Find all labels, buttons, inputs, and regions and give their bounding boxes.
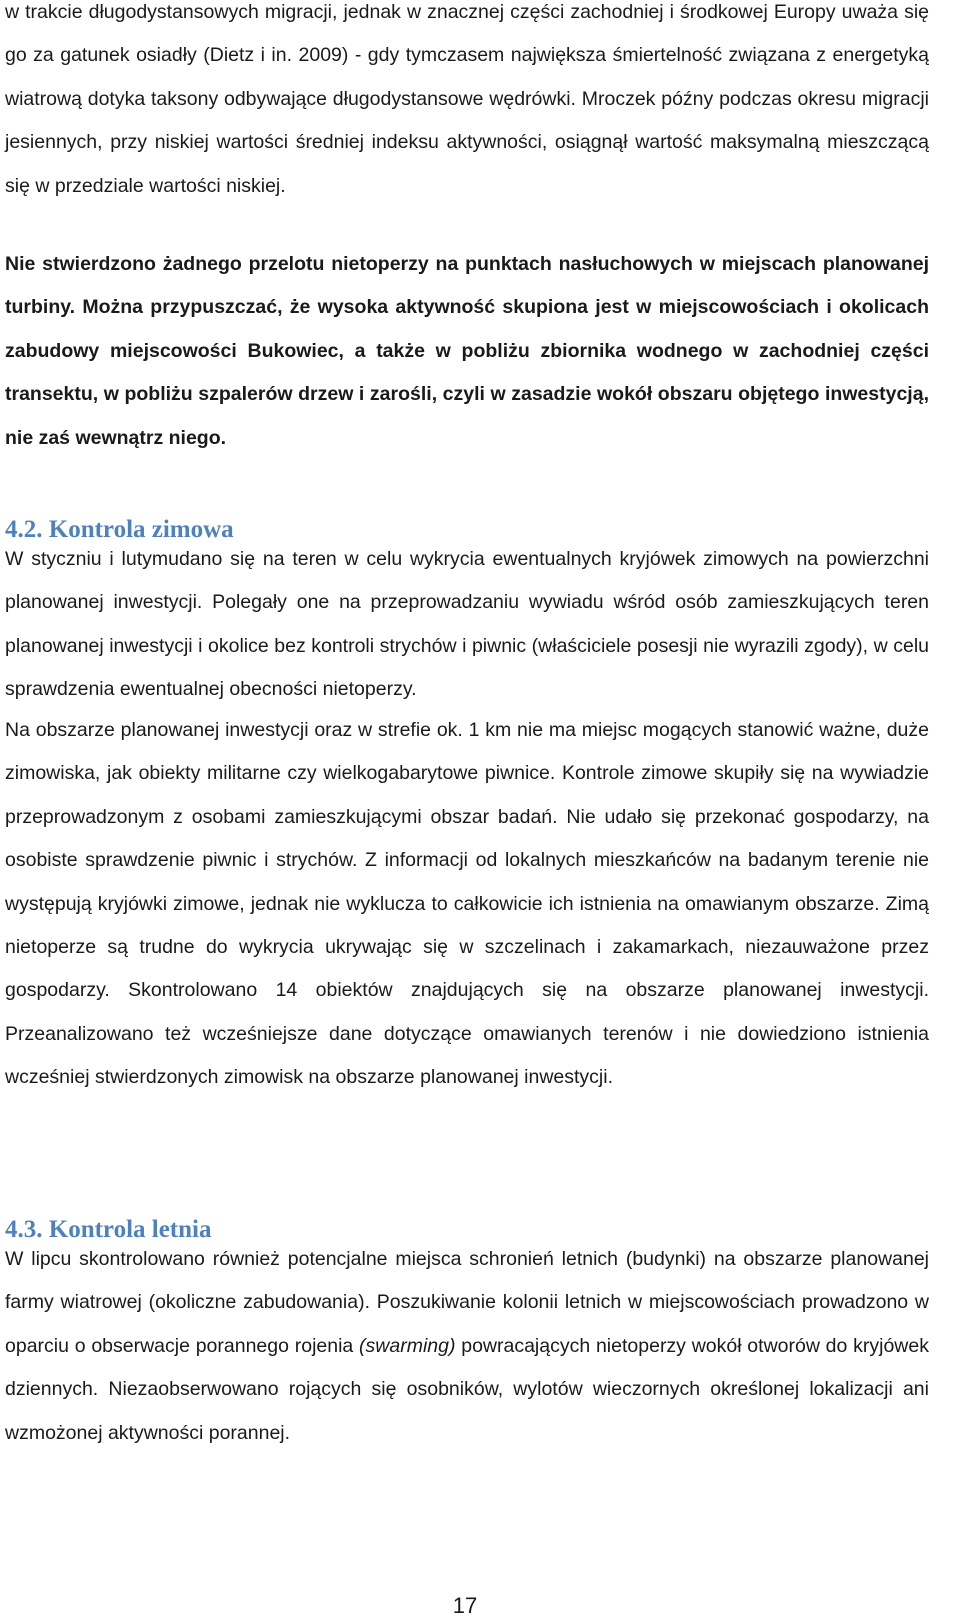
paragraph-text: Na obszarze planowanej inwestycji oraz w strefie ok. 1 km nie ma miejsc mogących stanowić ważne, duże zimowiska, jak obiekty militarne czy wielkogabarytowe piwnice. Kontrole zimowe skupiły się na wywiadzie przeprowadzonym z osobami zamieszkującymi obszar badań. Nie udało się przekonać gospodarzy, na osobiste sprawdzenie piwnic i strychów. Z informacji od lokalnych mieszkańców na badanym terenie nie występują kryjówki zimowe, jednak nie wyklucza to całkowicie ich istnienia na omawianym obszarze. Zimą nietoperze są trudne do wykrycia ukrywając się w szczelinach i zakamarkach, niezauważone przez gospodarzy. Skontrolowano 14 obiektów znajdujących się na obszarze planowanej inwestycji. Przeanalizowano też wcześniejsze dane dotyczące omawianych terenów i nie dowiedziono istnienia wcześniej stwierdzonych zimowisk na obszarze planowanej inwestycji. — [5, 719, 929, 1089]
section-number: 4.3. — [5, 1216, 43, 1243]
section-title: Kontrola letnia — [48, 1216, 212, 1243]
paragraph-text: W styczniu i lutymudano się na teren w celu wykrycia ewentualnych kryjówek zimowych na powierzchni planowanej inwestycji. Polegały one na przeprowadzaniu wywiadu wśród osób zamieszkujących teren planowanej inwestycji i okolice bez kontroli strychów i piwnic (właściciele posesji nie wyrazili zgody), w celu sprawdzenia ewentualnej obecności nietoperzy. — [5, 548, 929, 701]
intro-paragraph-1 — [5, 0, 929, 208]
italic-term: (swarming) — [359, 1334, 456, 1357]
section-4-2-paragraph-2 — [5, 709, 929, 1100]
paragraph-text: w trakcie długodystansowych migracji, jednak w znacznej części zachodniej i środkowej Europy uważa się go za gatunek osiadły (Dietz i in. 2009) - gdy tymczasem największa śmiertelność związana z energetyką wiatrową dotyka taksony odbywające długodystansowe wędrówki. Mroczek późny podczas okresu migracji jesiennych, przy niskiej wartości średniej indeksu aktywności, osiągnął wartość maksymalną mieszczącą się w przedziale wartości niskiej. — [5, 1, 929, 197]
section-title: Kontrola zimowa — [48, 516, 234, 543]
page-number: 17 — [452, 1593, 478, 1618]
text-run: powracających nietoperzy wokół otworów do kryjówek dziennych. Niezaobserwowano rojących się osobników, wylotów wieczornych określonej lokalizacji ani wzmożonej aktywności porannej. — [5, 1334, 929, 1444]
text-run: W lipcu skontrolowano również potencjalne miejsca schronień letnich (budynki) na obszarze planowanej farmy wiatrowej (okoliczne zabudowania). Poszukiwanie kolonii letnich w miejscowościach prowadzono w oparciu o obserwacje porannego rojenia — [5, 1248, 929, 1357]
paragraph-text — [5, 1238, 929, 1455]
paragraph-text: Nie stwierdzono żadnego przelotu nietoperzy na punktach nasłuchowych w miejscach planowanej turbiny. Można przypuszczać, że wysoka aktywność skupiona jest w miejscowościach i okolicach zabudowy miejscowości Bukowiec, a także w pobliżu zbiornika wodnego w zachodniej części transektu, w pobliżu szpalerów drzew i zarośli, czyli w zasadzie wokół obszaru objętego inwestycją, nie zaś wewnątrz niego. — [5, 253, 929, 449]
section-number: 4.2. — [5, 516, 43, 543]
section-4-3-paragraph-1 — [5, 1238, 929, 1455]
intro-paragraph-2 — [5, 243, 929, 460]
section-4-2-paragraph-1 — [5, 538, 929, 712]
